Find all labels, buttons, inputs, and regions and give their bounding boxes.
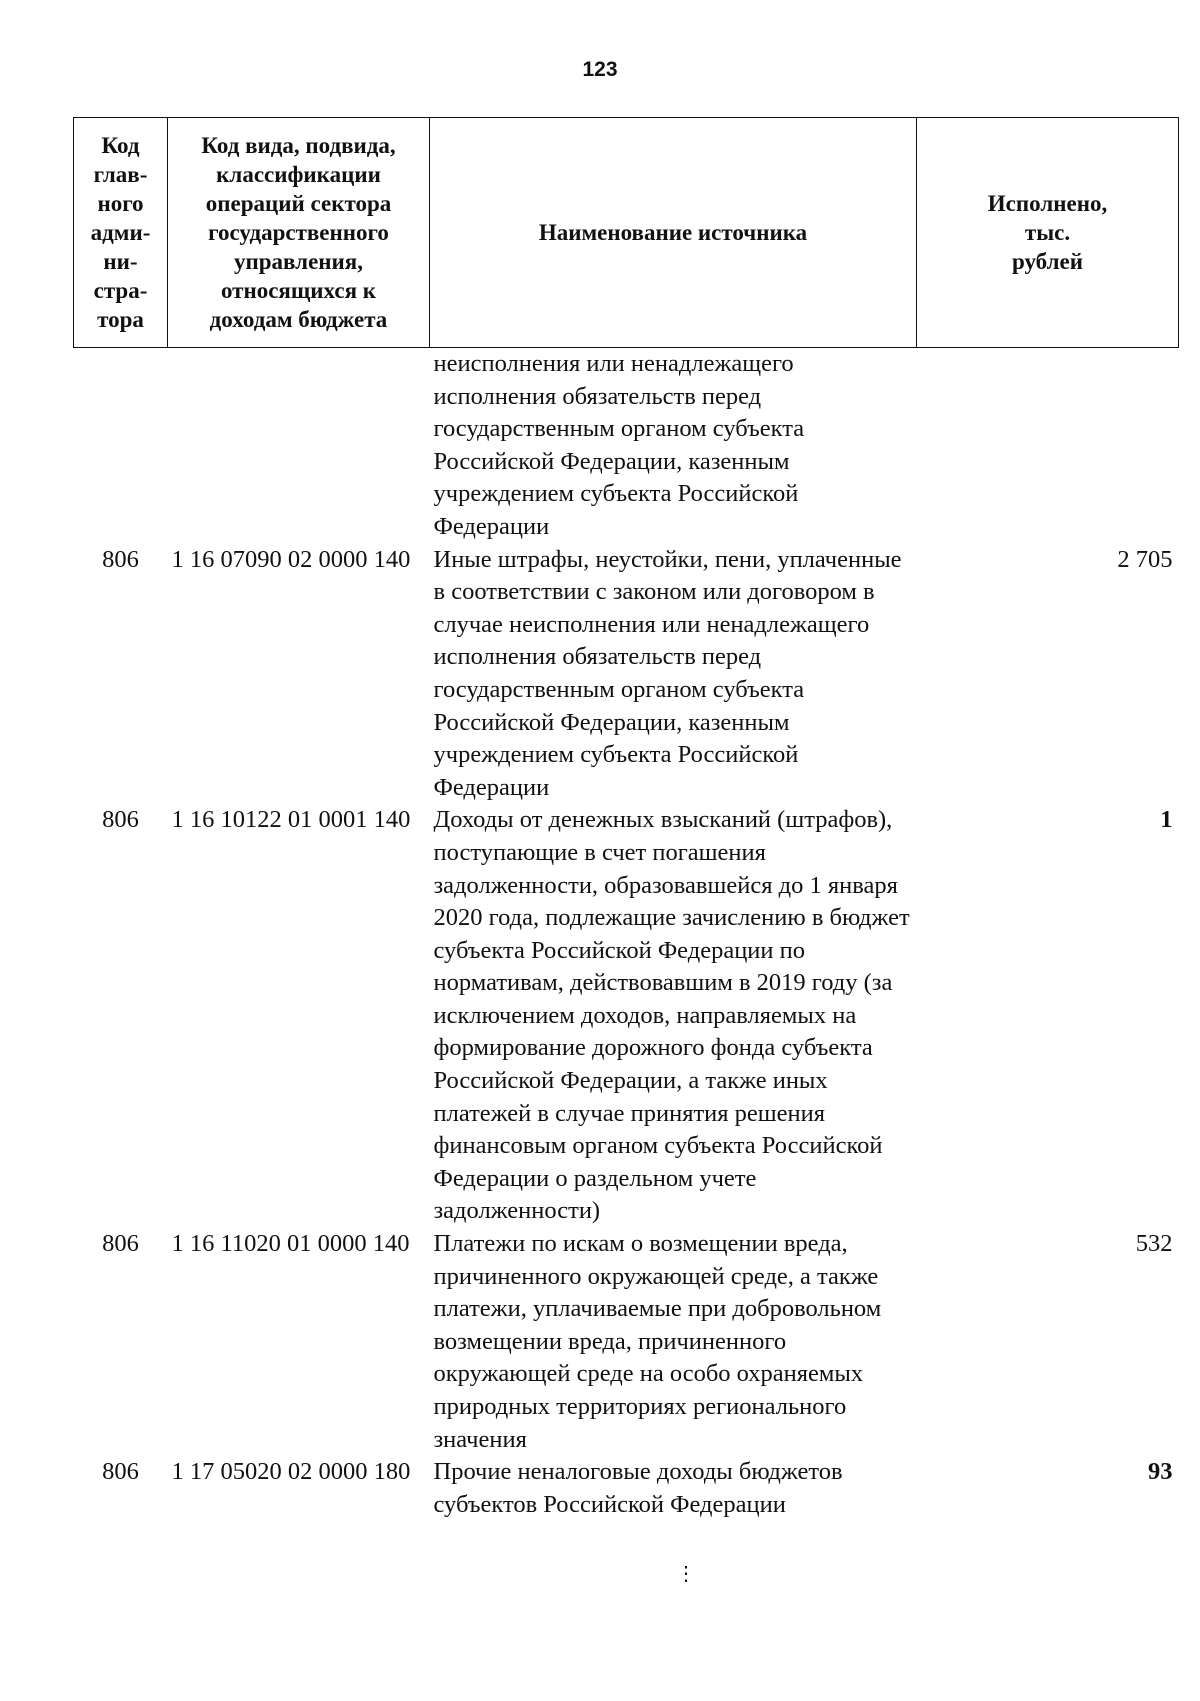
table-row (74, 804, 1179, 1228)
header-classification-code: Код вида, подвида, классификации операций сектора государственного управления, относящихся к доходам бюджета (168, 118, 430, 348)
header-source-name: Наименование источника (430, 118, 917, 348)
table-row (74, 1456, 1179, 1521)
header-amount: Исполнено, тыс. рублей (917, 118, 1179, 348)
header-admin-code: Код глав- ного адми- ни- стра- тора (74, 118, 168, 348)
classification-code-cell: 1 16 10122 01 0001 140 (171, 806, 411, 834)
source-name-cell: Иные штрафы, неустойки, пени, уплаченные в соответствии с законом или договором в случае неисполнения или ненадлежащего исполнения обязательств перед государственным органом субъекта Российской Федерации, казенным учреждением субъекта Российской Федерации (433, 545, 902, 801)
table-row (74, 1228, 1179, 1456)
classification-code-cell: 1 16 11020 01 0000 140 (171, 1230, 410, 1258)
amount-cell: 1 (1160, 806, 1173, 834)
classification-code-cell: 1 17 05020 02 0000 180 (171, 1458, 411, 1486)
page-number: 123 (582, 58, 618, 81)
source-name-cell: Доходы от денежных взысканий (штрафов), поступающие в счет погашения задолженности, образовавшейся до 1 января 2020 года, подлежащие зачислению в бюджет субъекта Российской Федерации по нормативам, действовавшим в 2019 году (за исключением доходов, направляемых на формирование дорожного фонда субъекта Российской Федерации, а также иных платежей в случае принятия решения финансовым органом субъекта Российской Федерации о раздельном учете задолженности) (433, 806, 910, 1225)
admin-code-cell: 806 (102, 545, 139, 573)
amount-cell: 2 705 (1117, 545, 1173, 573)
continued-source-name: неисполнения или ненадлежащего исполнения обязательств перед государственным органом субъекта Российской Федерации, казенным учреждением субъекта Российской Федерации (433, 350, 805, 540)
classification-code-cell: 1 16 07090 02 0000 140 (171, 545, 411, 573)
table-row-continuation (74, 348, 1179, 544)
admin-code-cell: 806 (102, 1230, 139, 1258)
source-name-cell: Платежи по искам о возмещении вреда, причиненного окружающей среде, а также платежи, уплачиваемые при добровольном возмещении вреда, причиненного окружающей среде на особо охраняемых природных территориях регионального значения (433, 1230, 882, 1453)
revenue-table (73, 117, 1179, 1521)
amount-cell: 532 (1135, 1230, 1173, 1258)
source-name-cell: Прочие неналоговые доходы бюджетов субъектов Российской Федерации (433, 1458, 843, 1518)
continuation-mark-icon: ⋮ (676, 1563, 696, 1585)
amount-cell: 93 (1148, 1458, 1173, 1486)
table-header-row (74, 118, 1179, 348)
table-row (74, 544, 1179, 805)
admin-code-cell: 806 (102, 1458, 139, 1486)
admin-code-cell: 806 (102, 806, 139, 834)
